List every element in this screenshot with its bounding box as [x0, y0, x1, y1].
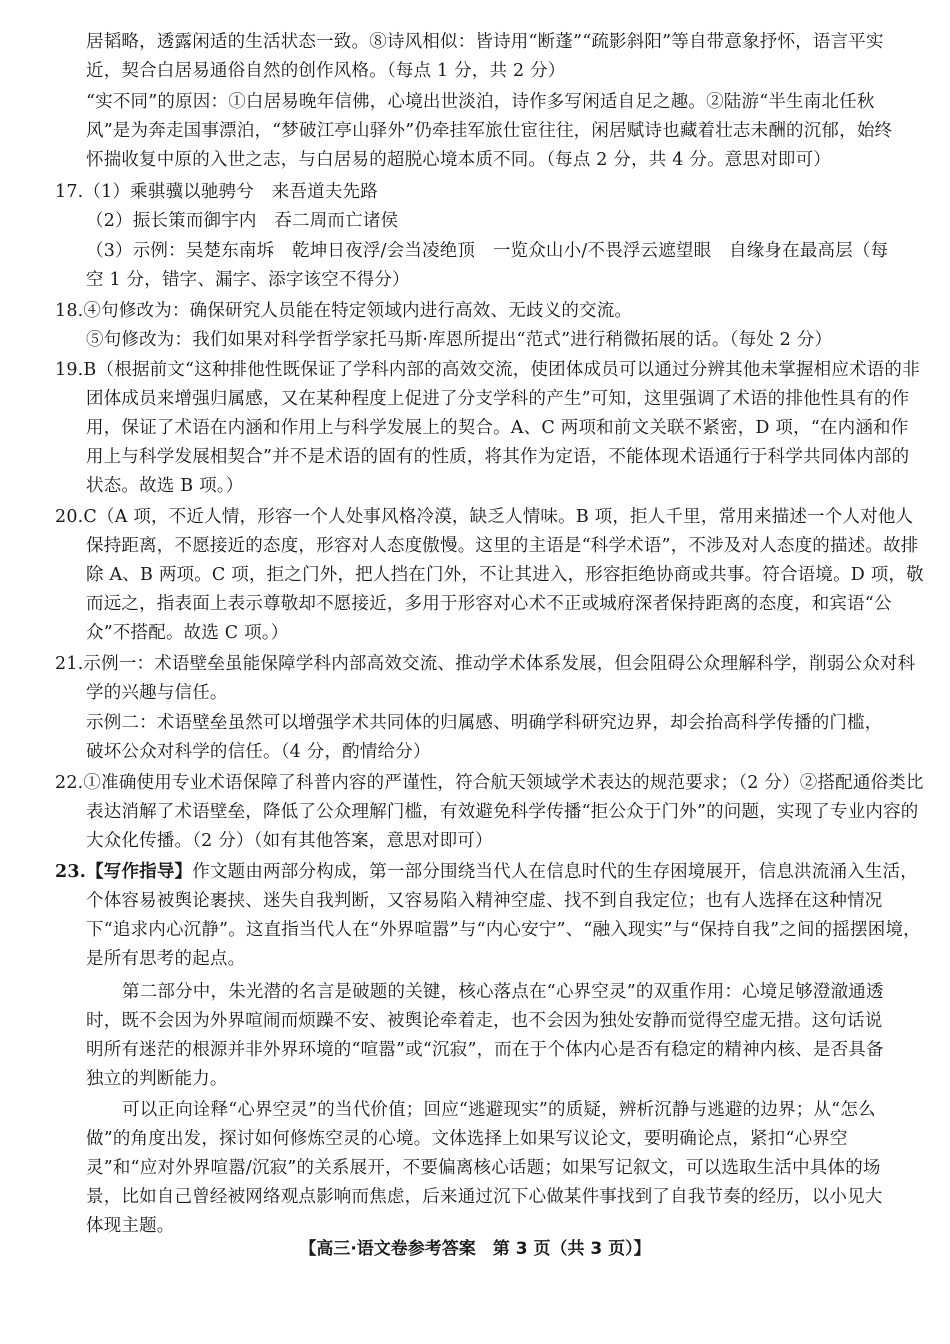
answer-17-3: （3）示例：吴楚东南坼 乾坤日夜浮/会当凌绝顶 一览众山小/不畏浮云遮望眼 自缘身在最高层（每空 1 分，错字、漏字、添字该空不得分） [86, 241, 889, 290]
answer-18-b: ⑤句修改为：我们如果对科学哲学家托马斯·库恩所提出“范式”进行稍微拓展的话。（每处 2 分） [86, 330, 833, 350]
answer-20: 20.C（A 项，不近人情，形容一个人处事风格冷漠，缺乏人情味。B 项，拒人千里，常用来描述一个人对他人保持距离，不愿接近的态度，形容对人态度傲慢。这里的主语是“科学术语”，不涉及对人态度的描述。故排除 A、B 两项。C 项，拒之门外，把人挡在门外，不让其进入，形容拒绝协商或共事。符合语境。D 项，敬而远之，指表面上表示尊敬却不愿接近，多用于形容对心术不正或城府深者保持距离的态度，和宾语“公众”不搭配。故选 C 项。） [55, 507, 924, 643]
answer-22: 22.①准确使用专业术语保障了科普内容的严谨性，符合航天领域学术表达的规范要求；（2 分）②搭配通俗类比表达消解了术语壁垒，降低了公众理解门槛，有效避免科学传播“拒公众于门外”的问题，实现了专业内容的大众化传播。（2 分）（如有其他答案，意思对即可） [55, 773, 924, 851]
answer-17-2: （2）振长策而御宇内 吞二周而亡诸侯 [86, 211, 399, 231]
answer-17-1: 17.（1）乘骐骥以驰骋兮 来吾道夫先路 [55, 182, 378, 202]
answer-21-a: 21.示例一：术语壁垒虽能保障学科内部高效交流、推动学术体系发展，但会阻碍公众理解科学，削弱公众对科学的兴趣与信任。 [55, 654, 916, 703]
answer-18-a: 18.④句修改为：确保研究人员能在特定领域内进行高效、无歧义的交流。 [55, 301, 633, 321]
answer-23-p1 [55, 858, 926, 974]
top-cut-line: 居韬略，透露闲适的生活状态一致。⑧诗风相似：皆诗用“断蓬”“疏影斜阳”等自带意象抒怀，语言平实 [86, 32, 884, 52]
answer-21-b: 示例二：术语壁垒虽然可以增强学术共同体的归属感、明确学科研究边界，却会抬高科学传播的门槛，破坏公众对科学的信任。（4 分，酌情给分） [86, 713, 883, 762]
reason-paragraph: “实不同”的原因：①白居易晚年信佛，心境出世淡泊，诗作多写闲适自足之趣。②陆游“半生南北任秋风”是为奔走国事漂泊，“梦破江亭山驿外”仍牵挂军旅仕宦往往，闲居赋诗也藏着壮志未酬的沉郁，始终怀揣收复中原的入世之志，与白居易的超脱心境本质不同。（每点 2 分，共 4 分。意思对即可） [86, 92, 893, 170]
answer-19: 19.B（根据前文“这种排他性既保证了学科内部的高效交流，使团体成员可以通过分辨其他未掌握相应术语的非团体成员来增强归属感，又在某种程度上促进了分支学科的产生”可知，这里强调了术语的排他性具有的作用，保证了术语在内涵和作用上与科学发展上的契合。A、C 两项和前文关联不紧密，D 项，“在内涵和作用上与科学发展相契合”并不是术语的固有的性质，将其作为定语，不能体现术语通行于科学共同体内部的状态。故选 B 项。） [55, 360, 920, 496]
answer-23-p2: 第二部分中，朱光潜的名言是破题的关键，核心落点在“心界空灵”的双重作用：心境足够澄澈通透时，既不会因为外界喧闹而烦躁不安、被舆论牵着走，也不会因为独处安静而觉得空虚无措。这句话说明所有迷茫的根源并非外界环境的“喧嚣”或“沉寂”，而在于个体内心是否有稳定的精神内核、是否具备独立的判断能力。 [86, 982, 884, 1089]
answer-23-p3: 可以正向诠释“心界空灵”的当代价值；回应“逃避现实”的质疑，辨析沉静与逃避的边界；从“怎么做”的角度出发，探讨如何修炼空灵的心境。文体选择上如果写议论文，要明确论点，紧扣“心界空灵”和“应对外界喧嚣/沉寂”的关系展开，不要偏离核心话题；如果写记叙文，可以选取生活中具体的场景，比如自己曾经被网络观点影响而焦虑，后来通过沉下心做某件事找到了自我节奏的经历，以小见大体现主题。 [86, 1100, 883, 1236]
writing-guide-label: 23.【写作指导】 [55, 862, 193, 882]
top-continuation: 近，契合白居易通俗自然的创作风格。（每点 1 分，共 2 分） [86, 61, 566, 81]
page-footer: 【高三·语文卷参考答案 第 3 页（共 3 页）】 [299, 1239, 651, 1259]
answer-23-p1-text: 作文题由两部分构成，第一部分围绕当代人在信息时代的生存困境展开，信息洪流涌入生活，个体容易被舆论裹挟、迷失自我判断，又容易陷入精神空虚、找不到自我定位；也有人选择在这种情况下“追求内心沉静”。这直指当代人在“外界喧嚣”与“内心安宁”、“融入现实”与“保持自我”之间的摇摆困境，是所有思考的起点。 [86, 862, 921, 969]
